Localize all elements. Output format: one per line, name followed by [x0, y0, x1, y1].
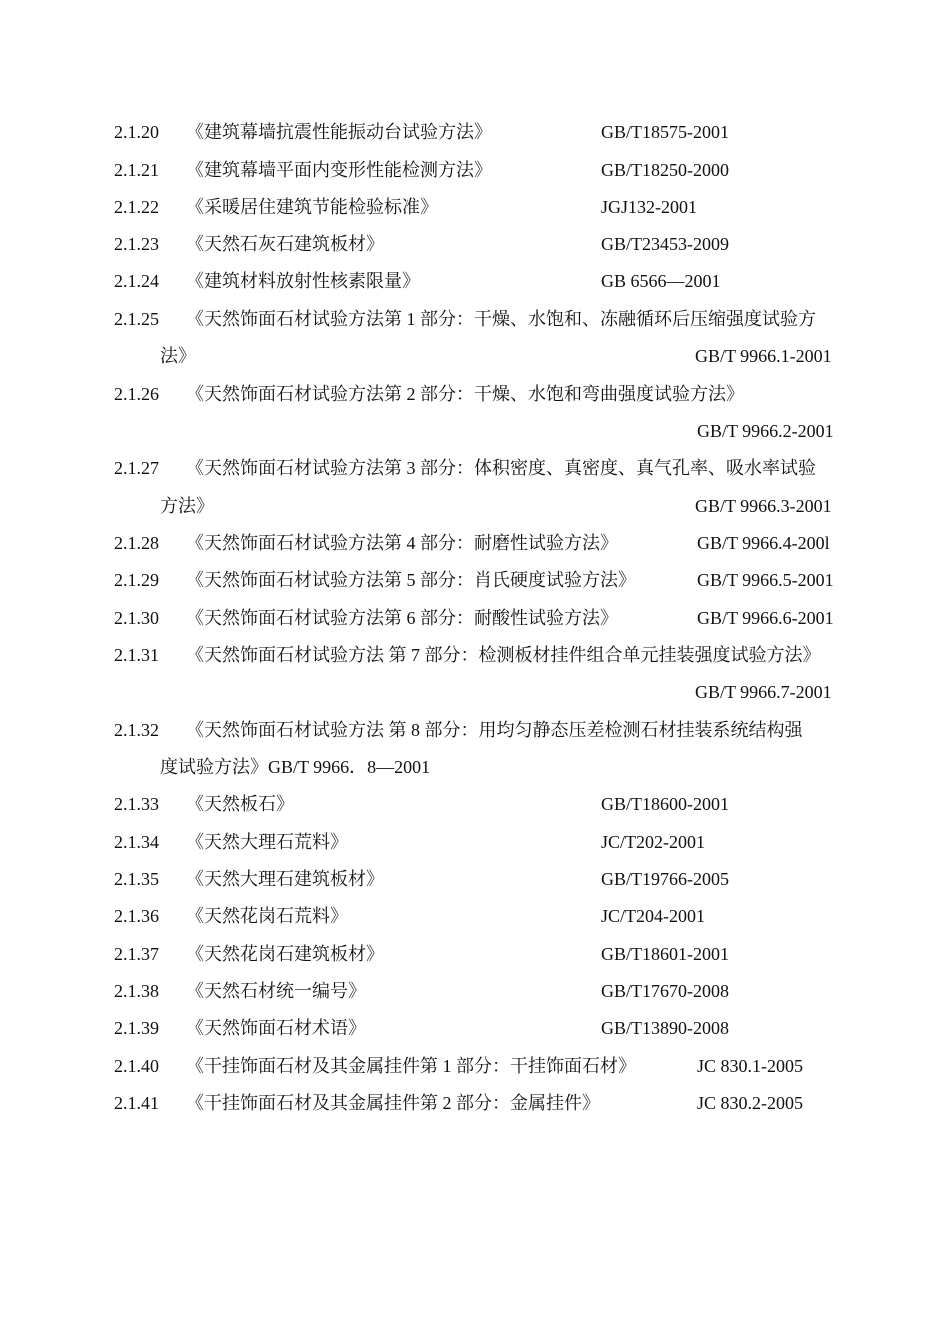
item-number: 2.1.21: [114, 160, 159, 180]
standard-title: 《天然饰面石材试验方法第 6 部分：耐酸性试验方法》: [186, 608, 618, 628]
standard-title: 《天然石灰石建筑板材》: [186, 234, 384, 254]
standard-title: 《天然大理石荒料》: [186, 832, 348, 852]
standard-code: GB 6566—2001: [601, 271, 721, 291]
standard-row: [0, 155, 950, 185]
standard-code: GB/T18600-2001: [601, 794, 729, 814]
standard-code: JC/T204-2001: [601, 906, 706, 926]
item-number: 2.1.39: [114, 1018, 159, 1038]
standard-row: [0, 603, 950, 633]
standard-row-continuation: [0, 491, 950, 521]
standard-title: 《天然饰面石材术语》: [186, 1018, 366, 1038]
standard-title: 《天然饰面石材试验方法第 2 部分：干燥、水饱和弯曲强度试验方法》: [186, 384, 744, 404]
item-number: 2.1.41: [114, 1093, 159, 1113]
item-number: 2.1.36: [114, 906, 159, 926]
standard-row: [0, 192, 950, 222]
standard-row: [0, 640, 950, 670]
item-number: 2.1.40: [114, 1056, 159, 1076]
item-number: 2.1.31: [114, 645, 159, 665]
standard-title: 《天然饰面石材试验方法第 5 部分：肖氏硬度试验方法》: [186, 570, 636, 590]
standard-code: GB/T13890-2008: [601, 1018, 729, 1038]
standard-title: 《天然花岗石荒料》: [186, 906, 348, 926]
standard-title: 《天然石材统一编号》: [186, 981, 366, 1001]
standard-code: GB/T 9966.7-2001: [695, 682, 832, 702]
item-number: 2.1.38: [114, 981, 159, 1001]
standard-title: 《天然花岗石建筑板材》: [186, 944, 384, 964]
standard-title: 《天然饰面石材试验方法 第 8 部分：用均匀静态压差检测石材挂装系统结构强: [186, 720, 803, 740]
item-number: 2.1.34: [114, 832, 159, 852]
standard-row: [0, 827, 950, 857]
standard-title-continuation: 法》: [160, 346, 196, 366]
standard-row-continuation: [0, 416, 950, 446]
item-number: 2.1.30: [114, 608, 159, 628]
standard-row: [0, 304, 950, 334]
standard-code: GB/T 9966.5-2001: [697, 570, 834, 590]
standard-code: GB/T18601-2001: [601, 944, 729, 964]
standard-code: JC 830.1-2005: [697, 1056, 804, 1076]
item-number: 2.1.22: [114, 197, 159, 217]
standard-row: [0, 939, 950, 969]
standard-title: 《建筑幕墙平面内变形性能检测方法》: [186, 160, 492, 180]
item-number: 2.1.26: [114, 384, 159, 404]
standard-title: 《天然饰面石材试验方法第 3 部分：体积密度、真密度、真气孔率、吸水率试验: [186, 458, 816, 478]
standard-code: GB/T 9966.6-2001: [697, 608, 834, 628]
standard-row-continuation: [0, 752, 950, 782]
standard-row-continuation: [0, 341, 950, 371]
standard-code: GB/T19766-2005: [601, 869, 729, 889]
item-number: 2.1.24: [114, 271, 159, 291]
standard-row: [0, 379, 950, 409]
standard-row: [0, 976, 950, 1006]
standard-title: 《干挂饰面石材及其金属挂件第 2 部分：金属挂件》: [186, 1093, 600, 1113]
standard-code: GB/T18250-2000: [601, 160, 729, 180]
standard-title: 《天然饰面石材试验方法第 4 部分：耐磨性试验方法》: [186, 533, 618, 553]
standard-row-continuation: [0, 677, 950, 707]
item-number: 2.1.32: [114, 720, 159, 740]
standard-code: GB/T18575-2001: [601, 122, 729, 142]
standard-code: GB/T 9966.1-2001: [695, 346, 832, 366]
standard-title: 《干挂饰面石材及其金属挂件第 1 部分：干挂饰面石材》: [186, 1056, 636, 1076]
standard-title: 《天然饰面石材试验方法 第 7 部分：检测板材挂件组合单元挂装强度试验方法》: [186, 645, 821, 665]
standard-title: 《天然板石》: [186, 794, 294, 814]
standard-row: [0, 789, 950, 819]
standard-code: GB/T23453-2009: [601, 234, 729, 254]
standard-code: GB/T 9966.2-2001: [697, 421, 834, 441]
standard-code: GB/T 9966.3-2001: [695, 496, 832, 516]
standard-row: [0, 117, 950, 147]
item-number: 2.1.33: [114, 794, 159, 814]
standard-row: [0, 864, 950, 894]
standard-row: [0, 901, 950, 931]
standard-title-continuation: 方法》: [160, 496, 214, 516]
item-number: 2.1.28: [114, 533, 159, 553]
standard-row: [0, 1088, 950, 1118]
standard-row: [0, 266, 950, 296]
standard-code: GB/T 9966.4-200l: [697, 533, 830, 553]
standard-title: 《天然大理石建筑板材》: [186, 869, 384, 889]
item-number: 2.1.27: [114, 458, 159, 478]
standard-row: [0, 229, 950, 259]
item-number: 2.1.35: [114, 869, 159, 889]
item-number: 2.1.20: [114, 122, 159, 142]
standard-code: JGJ132-2001: [601, 197, 698, 217]
standard-row: [0, 453, 950, 483]
standard-code: GB/T17670-2008: [601, 981, 729, 1001]
standard-title: 《建筑材料放射性核素限量》: [186, 271, 420, 291]
item-number: 2.1.37: [114, 944, 159, 964]
standard-row: [0, 1013, 950, 1043]
standard-row: [0, 528, 950, 558]
item-number: 2.1.23: [114, 234, 159, 254]
standard-row: [0, 715, 950, 745]
standard-title-continuation: 度试验方法》GB/T 9966．8—2001: [160, 757, 431, 777]
standard-code: JC/T202-2001: [601, 832, 706, 852]
standard-title: 《天然饰面石材试验方法第 1 部分：干燥、水饱和、冻融循环后压缩强度试验方: [186, 309, 816, 329]
standard-row: [0, 565, 950, 595]
standard-row: [0, 1051, 950, 1081]
item-number: 2.1.25: [114, 309, 159, 329]
standard-title: 《建筑幕墙抗震性能振动台试验方法》: [186, 122, 492, 142]
standard-code: JC 830.2-2005: [697, 1093, 804, 1113]
standard-title: 《采暖居住建筑节能检验标准》: [186, 197, 438, 217]
item-number: 2.1.29: [114, 570, 159, 590]
